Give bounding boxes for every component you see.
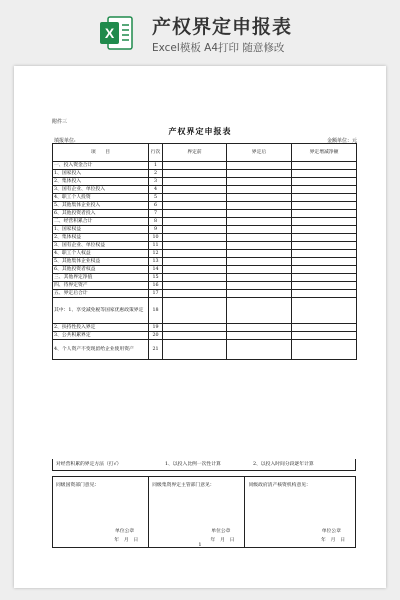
cell-net[interactable]: [292, 282, 357, 290]
row-number: 2: [149, 170, 163, 178]
table-row: [53, 258, 357, 266]
opinion-title: 同级政府清产核资机构意见：: [248, 483, 311, 488]
table-row: [53, 234, 357, 242]
cell-net[interactable]: [292, 162, 357, 170]
row-number: 16: [149, 282, 163, 290]
seal-label: 单位公章: [211, 529, 231, 534]
table-row: [53, 332, 357, 340]
row-label: 一、投入资金合计: [53, 162, 149, 170]
cell-before[interactable]: [163, 170, 227, 178]
table-row: [53, 290, 357, 298]
cell-after[interactable]: [227, 194, 292, 202]
header-row-no: 行次: [149, 144, 163, 162]
cell-net[interactable]: [292, 170, 357, 178]
cell-after[interactable]: [227, 324, 292, 332]
cell-after[interactable]: [227, 242, 292, 250]
cell-after[interactable]: [227, 170, 292, 178]
cell-net[interactable]: [292, 324, 357, 332]
row-label: 3、公共积累界定: [53, 332, 149, 340]
cell-before[interactable]: [163, 186, 227, 194]
cell-after[interactable]: [227, 266, 292, 274]
cell-before[interactable]: [163, 274, 227, 282]
row-number: 13: [149, 258, 163, 266]
row-number: 15: [149, 274, 163, 282]
cell-before[interactable]: [163, 298, 227, 324]
cell-after[interactable]: [227, 332, 292, 340]
cell-net[interactable]: [292, 218, 357, 226]
table-row: [53, 202, 357, 210]
row-number: 4: [149, 186, 163, 194]
attachment-label: 附件三: [52, 119, 68, 125]
cell-after[interactable]: [227, 226, 292, 234]
cell-after[interactable]: [227, 298, 292, 324]
table-row: [53, 218, 357, 226]
cell-before[interactable]: [163, 218, 227, 226]
row-label: 5、其他集体企业权益: [53, 258, 149, 266]
cell-after[interactable]: [227, 202, 292, 210]
cell-after[interactable]: [227, 340, 292, 360]
row-number: 7: [149, 210, 163, 218]
cell-before[interactable]: [163, 332, 227, 340]
cell-before[interactable]: [163, 226, 227, 234]
table-row: [53, 274, 357, 282]
table-row: [53, 324, 357, 332]
row-label: 五、界定后合计: [53, 290, 149, 298]
amount-unit-label: 金额单位：元: [326, 138, 357, 144]
date-label: 年 月 日: [321, 538, 345, 543]
row-label: 3、国有企业、单位投入: [53, 186, 149, 194]
table-row: [53, 186, 357, 194]
table-row: [53, 226, 357, 234]
excel-icon: [98, 15, 134, 51]
cell-net[interactable]: [292, 194, 357, 202]
opinion-box[interactable]: [53, 477, 149, 547]
row-number: 3: [149, 178, 163, 186]
page-number: 1: [198, 542, 202, 548]
cell-net[interactable]: [292, 290, 357, 298]
method-option-1[interactable]: 1、以投入比例一次性计算: [165, 462, 221, 467]
table-header: [53, 144, 357, 162]
opinion-box[interactable]: [245, 477, 355, 547]
banner-subtitle: Excel模板 A4打印 随意修改: [152, 42, 285, 54]
banner-title: 产权界定申报表: [152, 16, 293, 38]
table-row: [53, 170, 357, 178]
row-number: 5: [149, 194, 163, 202]
cell-before[interactable]: [163, 266, 227, 274]
row-number: 17: [149, 290, 163, 298]
row-label: 4、职工个人投资: [53, 194, 149, 202]
cell-net[interactable]: [292, 274, 357, 282]
cell-before[interactable]: [163, 234, 227, 242]
row-number: 18: [149, 298, 163, 324]
table-row: [53, 194, 357, 202]
opinion-title: 同级集资界定主管部门意见：: [152, 483, 215, 488]
cell-before[interactable]: [163, 250, 227, 258]
row-label: 6、其他投资者权益: [53, 266, 149, 274]
svg-text:X: X: [104, 25, 115, 41]
seal-label: 单位公章: [321, 529, 341, 534]
document-page: [14, 66, 386, 588]
cell-after[interactable]: [227, 186, 292, 194]
cell-before[interactable]: [163, 194, 227, 202]
cell-net[interactable]: [292, 210, 357, 218]
method-row: [52, 459, 356, 471]
row-label: 4、职工个人权益: [53, 250, 149, 258]
cell-after[interactable]: [227, 162, 292, 170]
method-label: 对经营积累的界定方法（打√）: [56, 462, 122, 467]
row-label: 其中：1、享受减免税等国家优惠政策界定: [53, 298, 149, 324]
row-number: 19: [149, 324, 163, 332]
row-number: 11: [149, 242, 163, 250]
method-option-2[interactable]: 2、以投入时间分段逐年计算: [253, 462, 314, 467]
cell-net[interactable]: [292, 242, 357, 250]
date-label: 年 月 日: [114, 538, 139, 543]
seal-label: 单位公章: [115, 529, 135, 534]
cell-net[interactable]: [292, 250, 357, 258]
cell-after[interactable]: [227, 250, 292, 258]
row-label: 二、经营积累合计: [53, 218, 149, 226]
opinion-title: 同级国资部门意见：: [56, 483, 100, 488]
row-number: 6: [149, 202, 163, 210]
cell-net[interactable]: [292, 298, 357, 324]
cell-net[interactable]: [292, 226, 357, 234]
cell-after[interactable]: [227, 290, 292, 298]
table-row: [53, 282, 357, 290]
table-row: [53, 242, 357, 250]
cell-after[interactable]: [227, 234, 292, 242]
form-title: 产权界定申报表: [168, 126, 232, 136]
row-number: 21: [149, 340, 163, 360]
opinion-box[interactable]: [149, 477, 245, 547]
table-row: [53, 266, 357, 274]
row-label: 6、其他投资者投入: [53, 210, 149, 218]
cell-after[interactable]: [227, 218, 292, 226]
cell-after[interactable]: [227, 258, 292, 266]
cell-net[interactable]: [292, 266, 357, 274]
row-label: 2、集体权益: [53, 234, 149, 242]
header-item: 项 目: [53, 144, 149, 162]
header-before: 界定前: [163, 144, 227, 162]
cell-net[interactable]: [292, 258, 357, 266]
cell-before[interactable]: [163, 202, 227, 210]
cell-net[interactable]: [292, 202, 357, 210]
opinion-section: [52, 476, 356, 548]
cell-before[interactable]: [163, 290, 227, 298]
table-row: [53, 298, 357, 324]
row-label: 四、待界定资产: [53, 282, 149, 290]
cell-before[interactable]: [163, 324, 227, 332]
table-row: [53, 210, 357, 218]
row-number: 1: [149, 162, 163, 170]
table-row: [53, 162, 357, 170]
cell-before[interactable]: [163, 162, 227, 170]
row-number: 14: [149, 266, 163, 274]
header-banner: [0, 0, 400, 62]
table-row: [53, 178, 357, 186]
cell-before[interactable]: [163, 258, 227, 266]
row-label: 5、其他集体企业投入: [53, 202, 149, 210]
row-number: 12: [149, 250, 163, 258]
row-label: 1、国家权益: [53, 226, 149, 234]
row-number: 8: [149, 218, 163, 226]
cell-after[interactable]: [227, 210, 292, 218]
cell-after[interactable]: [227, 282, 292, 290]
row-label: 三、其他界定净值: [53, 274, 149, 282]
date-label: 年 月 日: [210, 538, 235, 543]
cell-net[interactable]: [292, 332, 357, 340]
cell-before[interactable]: [163, 242, 227, 250]
cell-before[interactable]: [163, 178, 227, 186]
row-label: 2、集体投入: [53, 178, 149, 186]
header-after: 界定后: [227, 144, 292, 162]
row-label: 1、国家投入: [53, 170, 149, 178]
cell-after[interactable]: [227, 178, 292, 186]
cell-net[interactable]: [292, 178, 357, 186]
row-label: 3、国有企业、单位权益: [53, 242, 149, 250]
cell-net[interactable]: [292, 234, 357, 242]
row-label: 2、扶持性投入界定: [53, 324, 149, 332]
declaration-table: [52, 143, 357, 360]
table-row: [53, 340, 357, 360]
row-number: 10: [149, 234, 163, 242]
table-row: [53, 250, 357, 258]
cell-net[interactable]: [292, 340, 357, 360]
cell-net[interactable]: [292, 186, 357, 194]
reporting-unit-label: 填报单位:: [54, 138, 76, 144]
cell-before[interactable]: [163, 340, 227, 360]
header-net: 界定增减净额: [292, 144, 357, 162]
row-number: 20: [149, 332, 163, 340]
row-number: 9: [149, 226, 163, 234]
cell-before[interactable]: [163, 282, 227, 290]
cell-after[interactable]: [227, 274, 292, 282]
cell-before[interactable]: [163, 210, 227, 218]
row-label: 4、个人资产不变现留给企业使用资产: [53, 340, 149, 360]
